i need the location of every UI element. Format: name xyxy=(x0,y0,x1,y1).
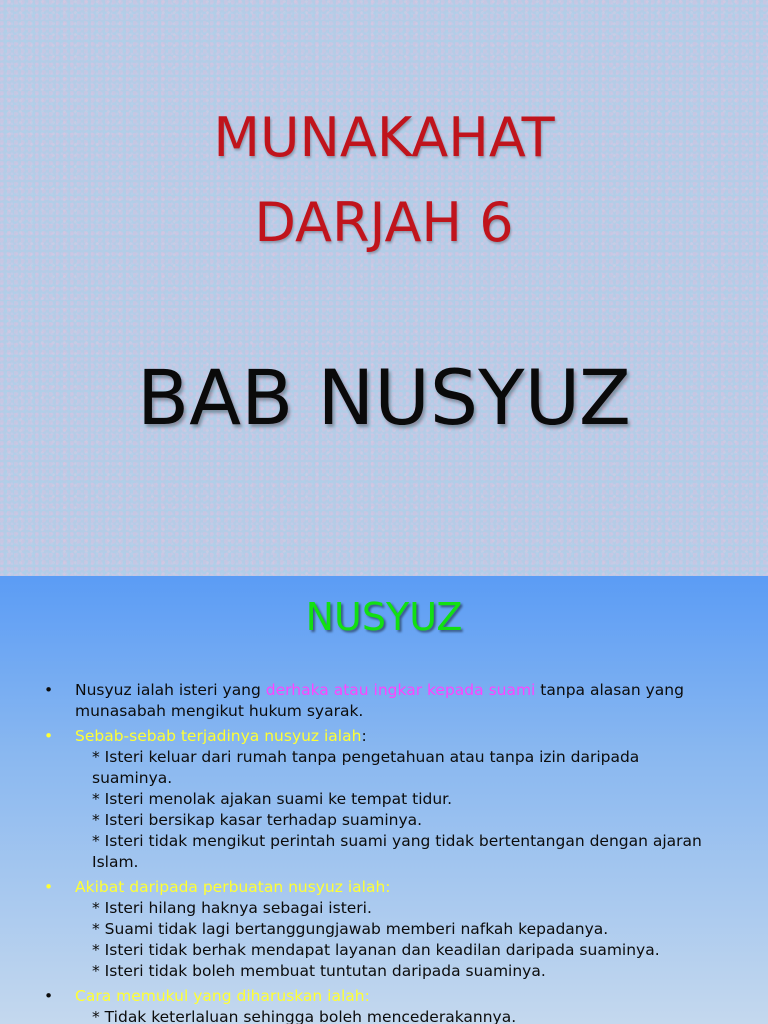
bullet-icon: • xyxy=(44,878,54,896)
bullet-icon: • xyxy=(44,987,54,1005)
cause-point: * Isteri keluar dari rumah tanpa pengetahuan atau tanpa izin daripada suaminya. xyxy=(92,748,640,787)
list-item-consequences xyxy=(44,877,724,982)
consequence-point: * Isteri tidak berhak mendapat layanan dan keadilan daripada suaminya. xyxy=(92,941,660,959)
bullet-list xyxy=(44,680,724,1024)
list-item-method xyxy=(44,986,724,1024)
content-slide-title: NUSYUZ xyxy=(305,595,463,639)
list-item-causes xyxy=(44,726,724,873)
definition-text-start: Nusyuz ialah isteri yang xyxy=(75,681,266,699)
definition-text-end: tanpa alasan yang munasabah mengikut hukum syarak. xyxy=(75,681,684,720)
method-point: * Tidak keterlaluan sehingga boleh mencederakannya. xyxy=(92,1008,517,1024)
slide-title-line-1: MUNAKAHAT xyxy=(213,106,555,169)
consequence-point: * Suami tidak lagi bertanggungjawab memberi nafkah kepadanya. xyxy=(92,920,609,938)
bullet-icon: • xyxy=(44,681,54,699)
cause-point: * Isteri tidak mengikut perintah suami yang tidak bertentangan dengan ajaran Islam. xyxy=(92,832,702,871)
consequence-point: * Isteri hilang haknya sebagai isteri. xyxy=(92,899,372,917)
causes-heading: Sebab-sebab terjadinya nusyuz ialah xyxy=(75,727,362,745)
causes-colon: : xyxy=(361,727,367,745)
cause-point: * Isteri menolak ajakan suami ke tempat tidur. xyxy=(92,790,453,808)
consequences-heading: Akibat daripada perbuatan nusyuz ialah: xyxy=(75,878,391,896)
slide-title-line-2: DARJAH 6 xyxy=(254,191,514,254)
content-slide xyxy=(0,576,768,1024)
method-heading: Cara memukul yang diharuskan ialah: xyxy=(75,987,370,1005)
consequence-point: * Isteri tidak boleh membuat tuntutan daripada suaminya. xyxy=(92,962,546,980)
definition-highlight: derhaka atau ingkar kepada suami xyxy=(265,681,536,699)
list-item-definition xyxy=(44,680,724,722)
slide-subtitle: BAB NUSYUZ xyxy=(137,353,631,442)
cause-point: * Isteri bersikap kasar terhadap suaminya. xyxy=(92,811,423,829)
bullet-icon: • xyxy=(44,727,54,745)
